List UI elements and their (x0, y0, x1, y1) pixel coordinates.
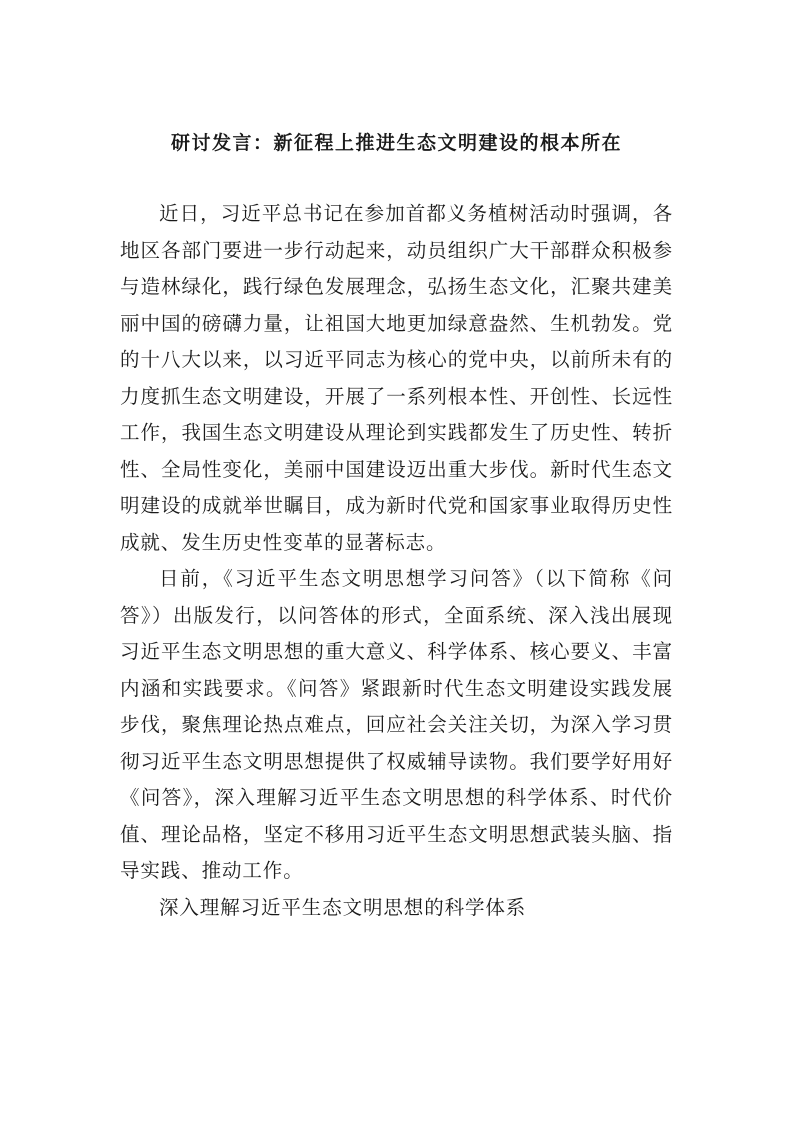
document-body (120, 196, 673, 926)
section-heading: 深入理解习近平生态文明思想的科学体系 (159, 895, 527, 919)
paragraph-2: 日前，《习近平生态文明思想学习问答》（以下简称《问答》）出版发行，以问答体的形式，全面系统、深入浅出展现习近平生态文明思想的重大意义、科学体系、核心要义、丰富内涵和实践要求。《问答》紧跟新时代生态文明建设实践发展步伐，聚焦理论热点难点，回应社会关注关切，为深入学习贯彻习近平生态文明思想提供了权威辅导读物。我们要学好用好《问答》，深入理解习近平生态文明思想的科学体系、时代价值、理论品格，坚定不移用习近平生态文明思想武装头脑、指导实践、推动工作。 (120, 567, 673, 882)
paragraph-1: 近日，习近平总书记在参加首都义务植树活动时强调，各地区各部门要进一步行动起来，动员组织广大干部群众积极参与造林绿化，践行绿色发展理念，弘扬生态文化，汇聚共建美丽中国的磅礴力量，让祖国大地更加绿意盎然、生机勃发。党的十八大以来，以习近平同志为核心的党中央，以前所未有的力度抓生态文明建设，开展了一系列根本性、开创性、长远性工作，我国生态文明建设从理论到实践都发生了历史性、转折性、全局性变化，美丽中国建设迈出重大步伐。新时代生态文明建设的成就举世瞩目，成为新时代党和国家事业取得历史性成就、发生历史性变革的显著标志。 (120, 202, 673, 554)
document-title: 研讨发言：新征程上推进生态文明建设的根本所在 (170, 132, 622, 154)
